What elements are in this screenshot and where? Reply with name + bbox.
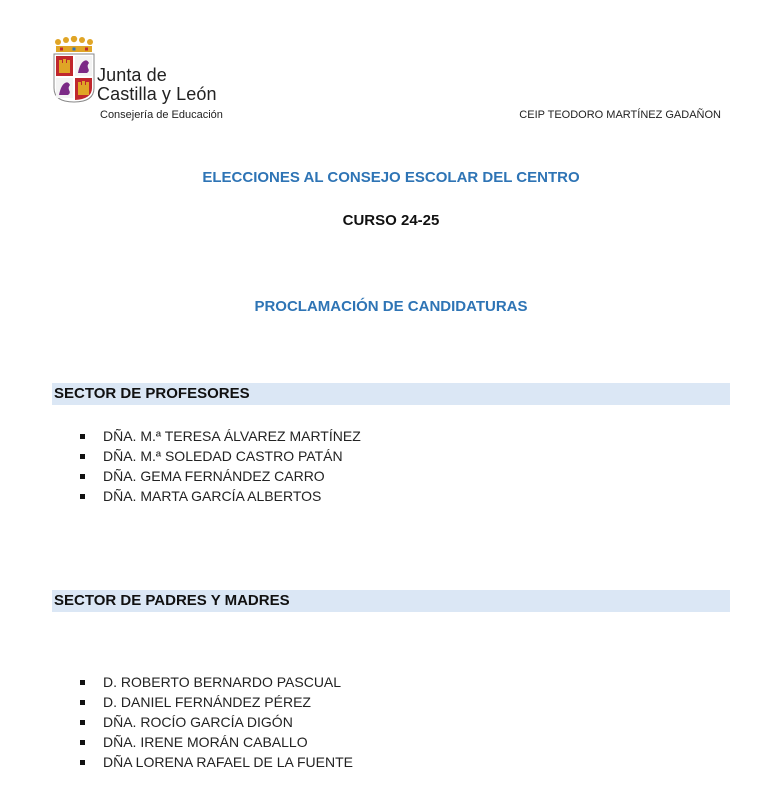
candidate-list-teachers xyxy=(0,426,361,506)
bullet-icon xyxy=(80,494,85,499)
crown-icon xyxy=(55,36,93,52)
institution-name-line1: Junta de xyxy=(97,65,167,85)
list-item xyxy=(0,752,353,772)
bullet-icon xyxy=(80,720,85,725)
institution-name-line2: Castilla y León xyxy=(97,84,217,104)
coat-of-arms-logo xyxy=(52,36,96,104)
list-item xyxy=(0,426,361,446)
list-item xyxy=(0,466,361,486)
bullet-icon xyxy=(80,434,85,439)
bullet-icon xyxy=(80,680,85,685)
list-item xyxy=(0,692,353,712)
department-label: Consejería de Educación xyxy=(100,109,223,121)
candidate-name: DÑA. MARTA GARCÍA ALBERTOS xyxy=(103,488,322,504)
candidate-name: DÑA. IRENE MORÁN CABALLO xyxy=(103,734,308,750)
candidate-name: DÑA. GEMA FERNÁNDEZ CARRO xyxy=(103,468,325,484)
course-label: CURSO 24-25 xyxy=(342,212,440,229)
bullet-icon xyxy=(80,474,85,479)
candidate-name: DÑA. M.ª SOLEDAD CASTRO PATÁN xyxy=(103,448,343,464)
list-item xyxy=(0,486,361,506)
bullet-icon xyxy=(80,454,85,459)
list-item xyxy=(0,446,361,466)
document-title: ELECCIONES AL CONSEJO ESCOLAR DEL CENTRO xyxy=(202,169,580,186)
list-item xyxy=(0,732,353,752)
bullet-icon xyxy=(80,700,85,705)
candidate-name: DÑA. ROCÍO GARCÍA DIGÓN xyxy=(103,714,293,730)
bullet-icon xyxy=(80,760,85,765)
list-item xyxy=(0,712,353,732)
candidate-name: DÑA. M.ª TERESA ÁLVAREZ MARTÍNEZ xyxy=(103,428,361,444)
candidate-name: DÑA LORENA RAFAEL DE LA FUENTE xyxy=(103,754,354,770)
bullet-icon xyxy=(80,740,85,745)
sector-heading-parents: SECTOR DE PADRES Y MADRES xyxy=(52,590,730,612)
list-item xyxy=(0,672,353,692)
sector-heading-teachers: SECTOR DE PROFESORES xyxy=(52,383,730,405)
document-subtitle: PROCLAMACIÓN DE CANDIDATURAS xyxy=(254,298,528,315)
candidate-name: D. DANIEL FERNÁNDEZ PÉREZ xyxy=(103,694,311,710)
institution-name xyxy=(97,66,217,104)
school-name: CEIP TEODORO MARTÍNEZ GADAÑON xyxy=(519,109,721,121)
candidate-list-parents xyxy=(0,672,353,772)
candidate-name: D. ROBERTO BERNARDO PASCUAL xyxy=(103,674,342,690)
